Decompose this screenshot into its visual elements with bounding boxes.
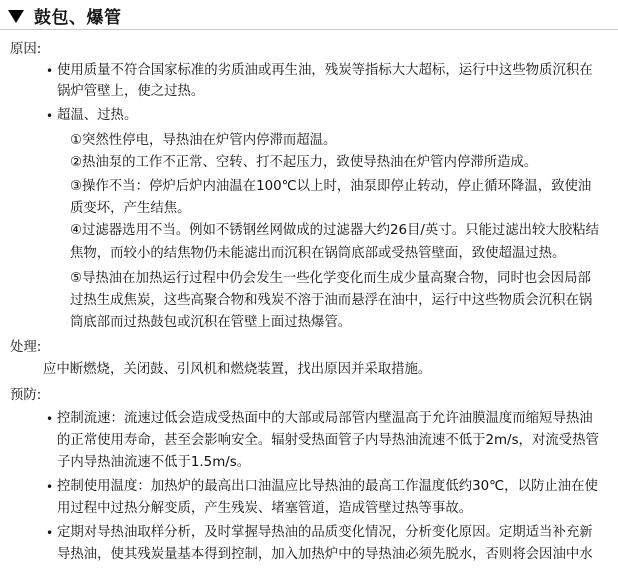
prevention-bullet-2-line-2: 用过程中过热分解变质，产生残炭、堵塞管道，造成管壁过热等事故。 xyxy=(57,501,473,516)
cause-item-4-line-2: 焦物，而较小的结焦物仍未能滤出而沉积在锅筒底部或受热管壁面，致使超温过热。 xyxy=(70,246,566,261)
cause-item-5-line-3: 筒底部而过热鼓包或沉积在管壁上面过热爆管。 xyxy=(70,315,352,330)
prevention-bullet-3-line-2: 导热油，使其残炭量基本得到控制，加入加热炉中的导热油必须先脱水，否则将会因油中水 xyxy=(57,547,593,562)
prevention-bullet-3-line-1: 定期对导热油取样分析，及时掌握导热油的品质变化情况，分析变化原因。定期适当补充新 xyxy=(57,525,593,540)
cause-bullet-1-line-2: 锅炉管壁上，使之过热。 xyxy=(57,84,205,99)
cause-item-3-line-2: 质变坏，产生结焦。 xyxy=(70,201,191,216)
cause-item-3-line-1: ③操作不当：停炉后炉内油温在100℃以上时，油泵即停止转动，停止循环降温，致使油 xyxy=(70,179,592,194)
heading-divider xyxy=(0,29,618,30)
cause-item-2-line-1: ②热油泵的工作不正常、空转、打不起压力，致使导热油在炉管内停滞所造成。 xyxy=(70,155,538,170)
cause-bullet-1-line-1: 使用质量不符合国家标准的劣质油或再生油，残炭等指标大大超标，运行中这些物质沉积在 xyxy=(57,63,593,78)
cause-label: 原因: xyxy=(10,42,42,57)
bullet-icon: • xyxy=(46,412,54,426)
prevention-label: 预防: xyxy=(10,388,42,403)
cause-item-5-line-2: 过热生成焦炭，这些高聚合物和残炭不溶于油而悬浮在油中，运行中这些物质会沉积在锅 xyxy=(70,293,593,308)
section-title: 鼓包、爆管 xyxy=(34,7,122,28)
treatment-text: 应中断燃烧，关闭鼓、引风机和燃烧装置，找出原因并采取措施。 xyxy=(43,362,432,377)
prevention-bullet-1-line-1: 控制流速：流速过低会造成受热面中的大部或局部管内壁温高于允许油膜温度而缩短导热油 xyxy=(57,411,593,426)
cause-bullet-2-line-1: 超温、过热。 xyxy=(57,108,138,123)
cause-item-4-line-1: ④过滤器选用不当。例如不锈钢丝网做成的过滤器大约26目/英寸。只能过滤出较大胶粘结 xyxy=(70,223,600,238)
prevention-bullet-2-line-1: 控制使用温度：加热炉的最高出口油温应比导热油的最高工作温度低约30℃，以防止油在使 xyxy=(57,479,598,494)
cause-item-1-line-1: ①突然性停电，导热油在炉管内停滞而超温。 xyxy=(70,133,337,148)
bullet-icon: • xyxy=(46,526,54,540)
triangle-down-icon xyxy=(8,10,24,23)
section-heading xyxy=(8,3,122,27)
prevention-bullet-1-line-2: 的正常使用寿命，甚至会影响安全。辐射受热面管子内导热油流速不低于2m/s，对流受热管 xyxy=(57,433,599,448)
bullet-icon: • xyxy=(46,480,54,494)
prevention-bullet-1-line-3: 子内导热油流速不低于1.5m/s。 xyxy=(57,455,251,470)
bullet-icon: • xyxy=(46,109,54,123)
bullet-icon: • xyxy=(46,64,54,78)
treatment-label: 处理: xyxy=(10,340,42,355)
cause-item-5-line-1: ⑤导热油在加热运行过程中仍会发生一些化学变化而生成少量高聚合物，同时也会因局部 xyxy=(70,271,591,286)
